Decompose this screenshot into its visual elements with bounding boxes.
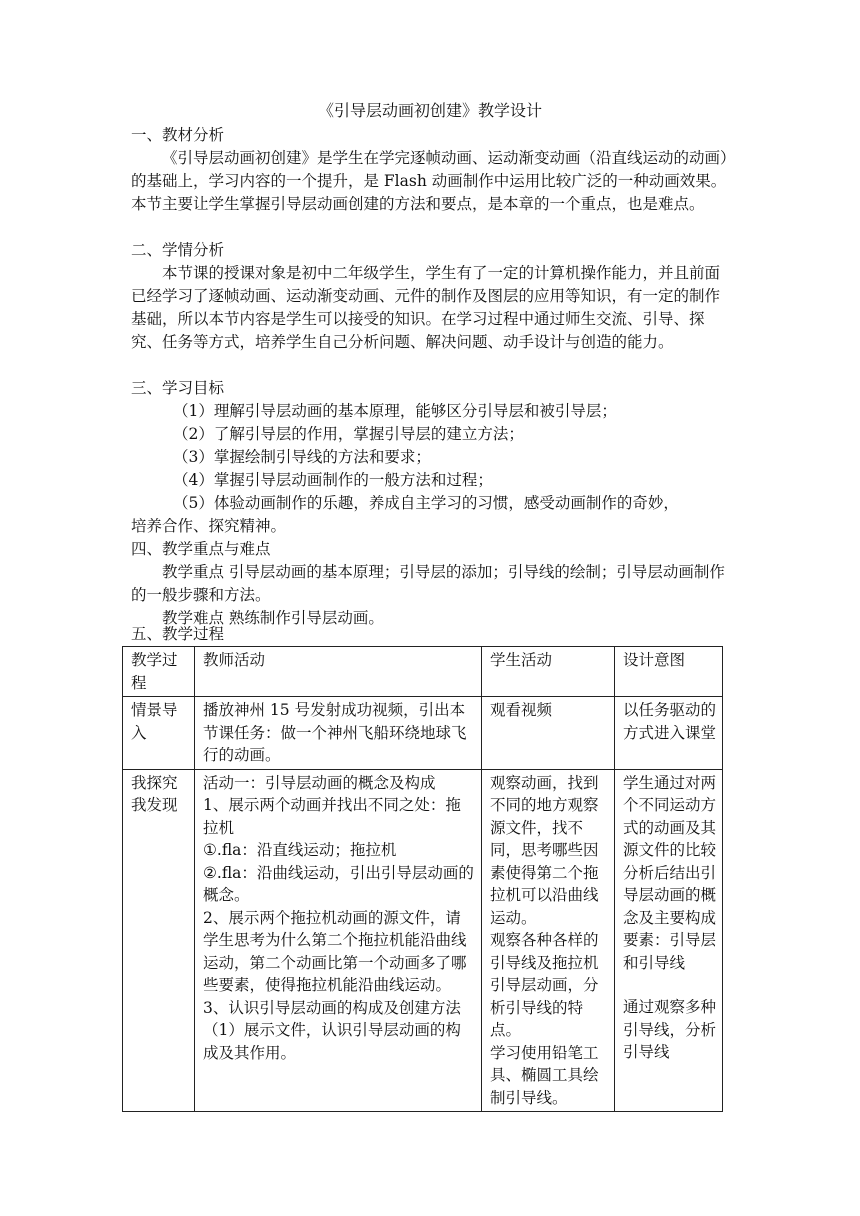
header-cell-teacher: 教师活动 [195, 647, 482, 697]
objective-item: （2）了解引导层的作用，掌握引导层的建立方法； [173, 425, 524, 443]
header-cell-intent: 设计意图 [615, 647, 723, 697]
intent-line: 通过观察多种引导线，分析引导线 [623, 998, 717, 1061]
table-header-row [123, 647, 723, 697]
table-row [123, 769, 723, 1112]
objective-item: （5）体验动画制作的乐趣，养成自主学习的习惯，感受动画制作的奇妙， [173, 494, 679, 512]
section-paragraph: 《引导层动画初创建》是学生在学完逐帧动画、运动渐变动画（沿直线运动的动画）的基础上，学习内容的一个提升，是 Flash 动画制作中运用比较广泛的一种动画效果。本节主要让学生掌握引导层动画创建的方法和要点，是本章的一个重点，也是难点。 [131, 149, 728, 213]
table-row [123, 697, 723, 770]
section-heading: 三、学习目标 [131, 379, 225, 397]
objective-item-continuation: 培养合作、探究精神。 [131, 517, 287, 535]
section-heading: 五、教学过程 [131, 625, 225, 643]
objective-item: （1）理解引导层动画的基本原理，能够区分引导层和被引导层； [173, 402, 617, 420]
key-point-paragraph: 教学重点 引导层动画的基本原理；引导层的添加；引导线的绘制；引导层动画制作的一般步骤和方法。 [131, 563, 725, 604]
teacher-line: 3、认识引导层动画的构成及创建方法 [203, 998, 461, 1017]
cell-intent [615, 769, 723, 1112]
cell-student: 观看视频 [482, 697, 615, 770]
section-teaching-material [131, 124, 731, 216]
section-student-analysis [131, 239, 731, 354]
difficulty-paragraph: 教学难点 熟练制作引导层动画。 [162, 609, 384, 627]
teacher-line: （1）展示文件，认识引导层动画的构成及其作用。 [203, 1021, 461, 1062]
section-learning-objectives [131, 377, 731, 538]
objective-item: （4）掌握引导层动画制作的一般方法和过程； [173, 471, 493, 489]
cell-student [482, 769, 615, 1112]
teacher-line: 1、展示两个动画并找出不同之处：拖拉机 [203, 796, 461, 837]
section-heading: 四、教学重点与难点 [131, 540, 271, 558]
header-cell-stage: 教学过程 [123, 647, 195, 697]
student-line: 观察动画，找到不同的地方观察源文件，找不同，思考哪些因素使得第二个拖拉机可以沿曲线运动。 [490, 773, 599, 927]
teaching-process-table [122, 646, 723, 1112]
intent-line: 学生通过对两个不同运动方式的动画及其源文件的比较分析后结出引导层动画的概念及主要构成要素：引导层和引导线 [623, 773, 717, 972]
teacher-line: 活动一：引导层动画的概念及构成 [203, 773, 436, 792]
teacher-line: 2、展示两个拖拉机动画的源文件，请学生思考为什么第二个拖拉机能沿曲线运动，第二个动画比第一个动画多了哪些要素，使得拖拉机能沿曲线运动。 [203, 908, 467, 994]
cell-stage: 我探究我发现 [123, 769, 195, 1112]
section-paragraph: 本节课的授课对象是初中二年级学生，学生有了一定的计算机操作能力，并且前面已经学习了逐帧动画、运动渐变动画、元件的制作及图层的应用等知识，有一定的制作基础，所以本节内容是学生可以接受的知识。在学习过程中通过师生交流、引导、探究、任务等方式，培养学生自己分析问题、解决问题、动手设计与创造的能力。 [131, 264, 721, 351]
document-title: 《引导层动画初创建》教学设计 [317, 101, 542, 120]
student-line: 观察各种各样的引导线及拖拉机引导层动画，分析引导线的特点。 [490, 931, 599, 1039]
objective-item: （3）掌握绘制引导线的方法和要求； [173, 448, 431, 466]
cell-intent: 以任务驱动的方式进入课堂 [615, 697, 723, 770]
spacer [623, 974, 716, 996]
cell-teacher [195, 769, 482, 1112]
section-key-points [131, 538, 731, 630]
section-heading: 二、学情分析 [131, 241, 225, 259]
student-line: 学习使用铅笔工具、椭圆工具绘制引导线。 [490, 1043, 599, 1107]
cell-teacher: 播放神州 15 号发射成功视频，引出本节课任务：做一个神州飞船环绕地球飞行的动画。 [195, 697, 482, 770]
header-cell-student: 学生活动 [482, 647, 615, 697]
teacher-line: ①.fla：沿直线运动；拖拉机 [203, 841, 397, 859]
teacher-line: ②.fla：沿曲线运动，引出引导层动画的概念。 [203, 863, 474, 904]
cell-stage: 情景导入 [123, 697, 195, 770]
section-teaching-process [131, 623, 731, 646]
section-heading: 一、教材分析 [131, 126, 225, 144]
